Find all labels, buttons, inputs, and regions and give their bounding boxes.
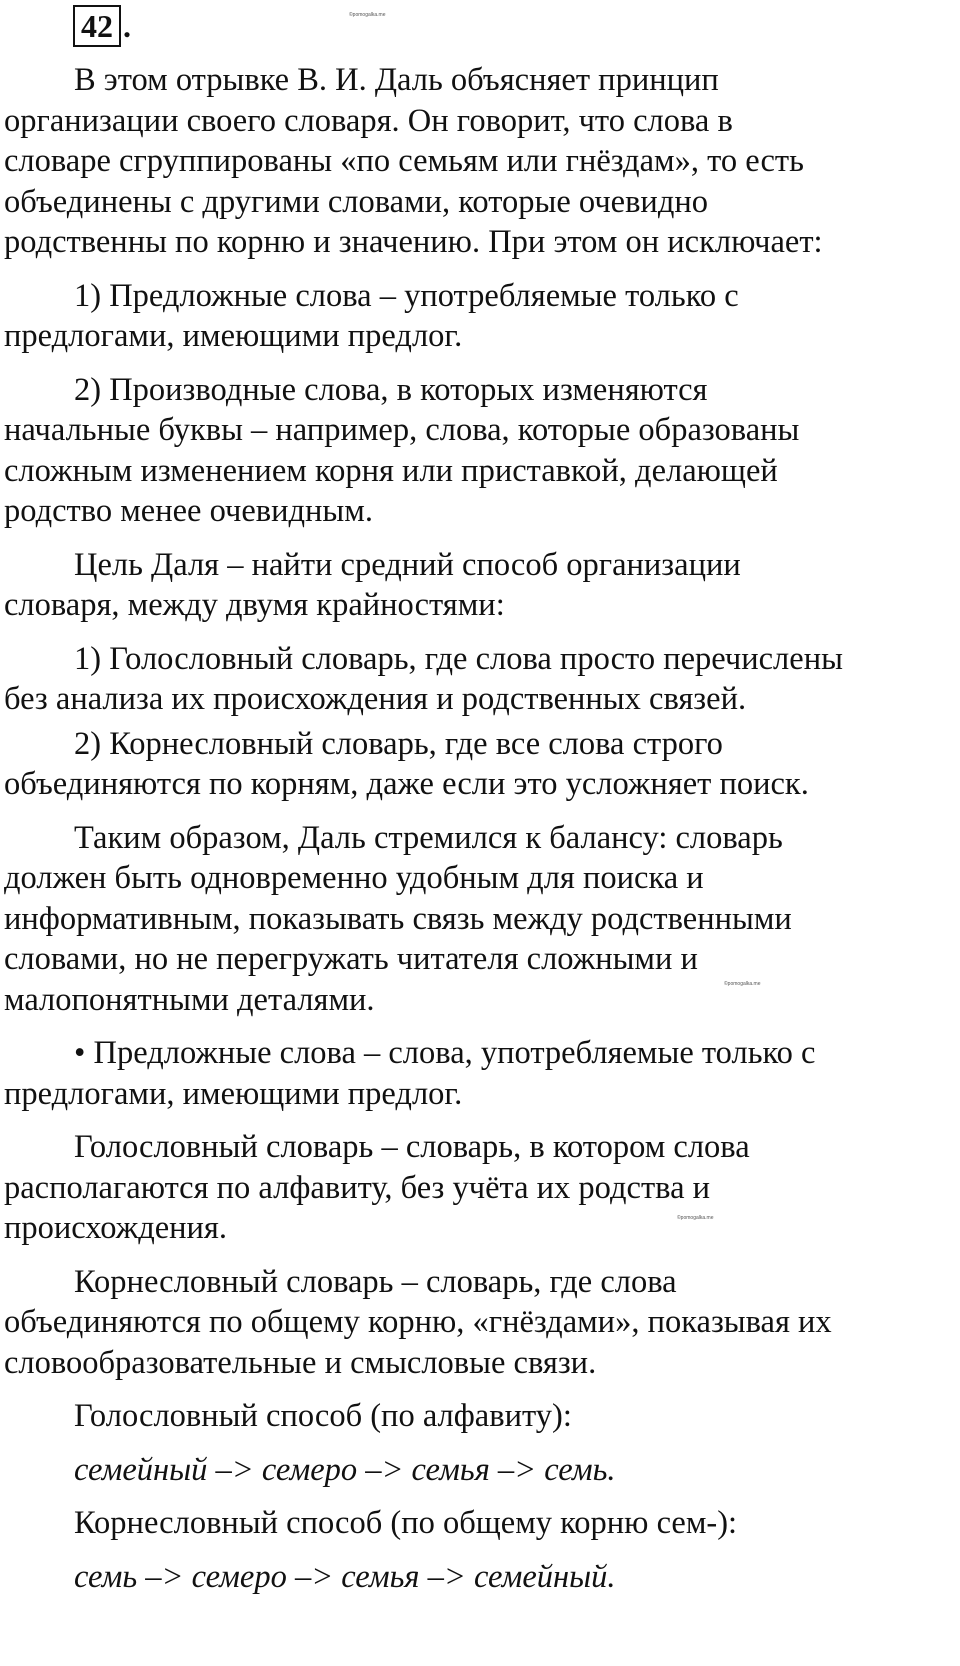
paragraph-alphabetical-example: семейный –> семеро –> семья –> семь.: [74, 1451, 616, 1488]
answer-text: [4, 60, 959, 1597]
task-number: [73, 5, 131, 47]
paragraph-definition-alphabetical: Голословный словарь – словарь, в котором слова располагаются по алфавиту, без учёта их родства и происхождения.: [4, 1129, 750, 1246]
paragraph-definition-root: Корнесловный словарь – словарь, где слова объединяются по общему корню, «гнёздами», показывая их словообразовательные и смысловые связи.: [4, 1263, 832, 1381]
paragraph-extreme-2: 2) Корнесловный словарь, где все слова строго объединяются по корням, даже если это усложняет поиск.: [4, 725, 809, 802]
watermark-top: ©pomogalka.me: [349, 12, 386, 18]
paragraph-root-example: семь –> семеро –> семья –> семейный.: [74, 1558, 616, 1595]
paragraph-alphabetical-method: Голословный способ (по алфавиту):: [74, 1398, 572, 1434]
paragraph-definition-prepositional: • Предложные слова – слова, употребляемые только с предлогами, имеющими предлог.: [4, 1035, 816, 1112]
paragraph-goal: Цель Даля – найти средний способ организации словаря, между двумя крайностями:: [4, 546, 741, 623]
watermark-lower: ©pomogalka.me: [677, 1215, 714, 1221]
paragraph-root-method: Корнесловный способ (по общему корню сем-):: [74, 1505, 738, 1541]
paragraph-conclusion: Таким образом, Даль стремился к балансу: словарь должен быть одновременно удобным для поиска и информативным, показывать связь между родственными словами, но не перегружать читателя сложными и малопонятными деталями.: [4, 819, 792, 1018]
paragraph-exclusion-1: 1) Предложные слова – употребляемые только с предлогами, имеющими предлог.: [4, 277, 739, 354]
paragraph-exclusion-2: 2) Производные слова, в которых изменяются начальные буквы – например, слова, которые образованы сложным изменением корня или приставкой, делающей родство менее очевидным.: [4, 371, 800, 529]
task-number-box: [73, 5, 121, 47]
paragraph-extreme-1: 1) Голословный словарь, где слова просто перечислены без анализа их происхождения и родственных связей.: [4, 640, 843, 717]
watermark-middle: ©pomogalka.me: [724, 981, 761, 987]
task-number-suffix: .: [123, 8, 131, 44]
task-number-value: 42: [81, 8, 113, 44]
paragraph-intro: В этом отрывке В. И. Даль объясняет принцип организации своего словаря. Он говорит, что слова в словаре сгруппированы «по семьям или гнёздам», то есть объединены с другими словами, которые очевидно родственны по корню и значению. При этом он исключает:: [4, 62, 823, 260]
